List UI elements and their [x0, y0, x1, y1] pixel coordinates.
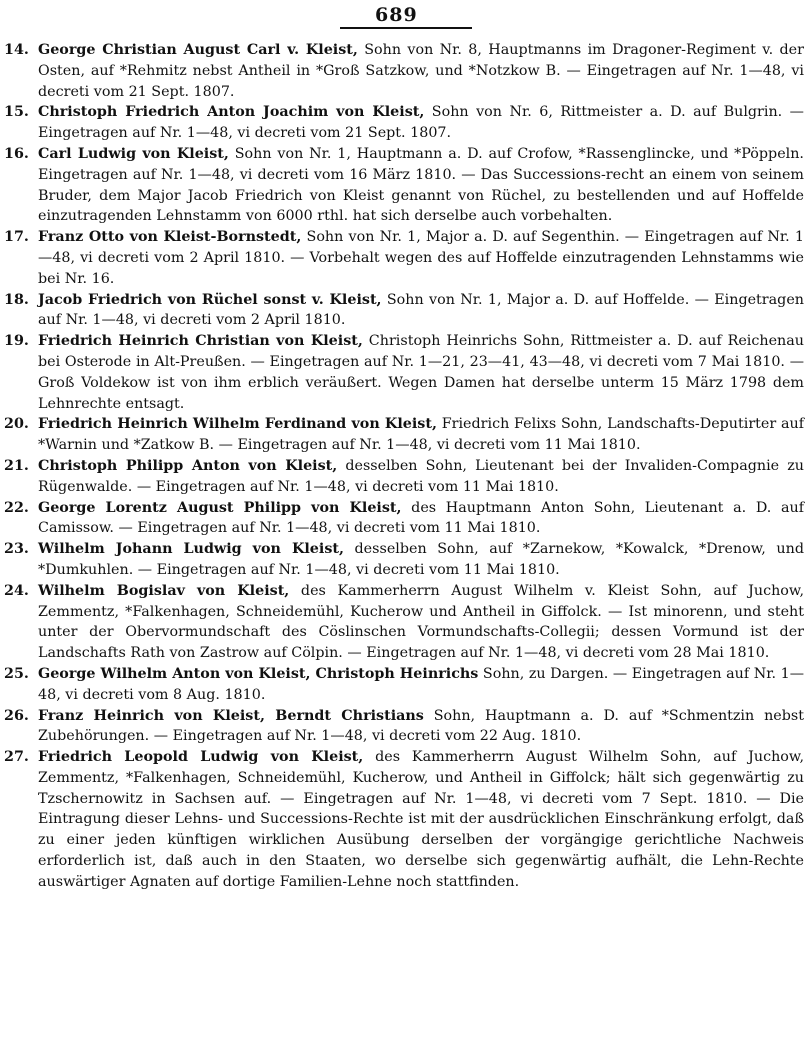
entry-text: Sohn von Nr. 8, Hauptmanns im Dragoner-Regiment v. der Osten, auf *Rehmitz nebst Antheil in *Groß Satzkow, und *Notzkow B. — Eingetragen auf Nr. 1—48, vi decreti vom 21 Sept. 1807. — [38, 42, 804, 100]
entry-number: 27. — [4, 749, 29, 766]
entry-text: Sohn, Hauptmann a. D. auf *Schmentzin nebst Zubehörungen. — Eingetragen auf Nr. 1—48, vi decreti vom 22 Aug. 1810. — [38, 707, 805, 745]
entry-text: Sohn von Nr. 1, Major a. D. auf Segenthin. — Eingetragen auf Nr. 1—48, vi decreti vom 2 April 1810. — Vorbehalt wegen des auf Hoffelde einzutragenden Lehnstamms wie bei Nr. 16. — [38, 229, 805, 287]
register-entry — [0, 290, 812, 332]
register-entry — [0, 456, 812, 498]
register-entry — [0, 227, 812, 289]
entry-number: 14. — [4, 42, 29, 58]
entry-text: des Kammerherrn August Wilhelm v. Kleist Sohn, auf Juchow, Zemmentz, *Falkenhagen, Schneidemühl, Kucherow und Antheil in Giffolck. — Ist minorenn, und steht unter der Obervormundschaft des Cöslinschen Vormundschafts-Collegii; dessen Vormund ist der Landschafts Rath von Zastrow auf Cölpin. — Eingetragen auf Nr. 1—48, vi decreti vom 28 Mai 1810. — [38, 582, 804, 662]
register-entry — [0, 581, 812, 664]
entry-name: Friedrich Heinrich Wilhelm Ferdinand von Kleist, — [38, 416, 437, 433]
entry-number: 16. — [4, 145, 29, 162]
page-number-rule — [340, 27, 472, 29]
register-entry — [0, 331, 812, 414]
register-entry — [0, 144, 812, 227]
entry-name: Friedrich Heinrich Christian von Kleist, — [38, 333, 363, 350]
entry-name: Wilhelm Bogislav von Kleist, — [38, 582, 290, 599]
register-entry — [0, 706, 812, 748]
register-entry — [0, 40, 812, 102]
entry-name: Christoph Friedrich Anton Joachim von Kleist, — [38, 104, 425, 121]
register-entry — [0, 539, 812, 581]
entry-text: des Kammerherrn August Wilhelm Sohn, auf Juchow, Zemmentz, *Falkenhagen, Schneidemühl, Kucherow, und Antheil in Giffolck; hält sich gegenwärtig zu Tzschernowitz in Sachsen auf. — Eingetragen auf Nr. 1—48, vi decreti vom 7 Sept. 1810. — Die Eintragung dieser Lehns- und Successions-Rechte ist mit der ausdrücklichen Einschränkung erfolgt, daß zu einer jeden künftigen wirklichen Ausübung derselben der vorgängige gerichtliche Nachweis erforderlich ist, daß auch in den Staaten, wo derselbe sich gegenwärtig aufhält, die Lehn-Rechte auswärtiger Agnaten auf dortige Familien-Lehne noch stattfinden. — [38, 749, 804, 890]
entry-number: 17. — [4, 229, 29, 246]
entry-number: 20. — [4, 416, 29, 433]
entry-text: Christoph Heinrichs Sohn, Rittmeister a. D. auf Reichenau bei Osterode in Alt-Preußen. — Eingetragen auf Nr. 1—21, 23—41, 43—48, vi decreti vom 7 Mai 1810. — Groß Voldekow ist von ihm erblich veräußert. Wegen Damen hat derselbe unterm 15 März 1798 dem Lehnrechte entsagt. — [38, 333, 804, 412]
entry-text: desselben Sohn, auf *Zarnekow, *Kowalck, *Drenow, und *Dumkuhlen. — Eingetragen auf Nr. 1—48, vi decreti vom 11 Mai 1810. — [38, 541, 804, 578]
entry-number: 21. — [4, 457, 29, 474]
entry-number: 15. — [4, 104, 29, 121]
entry-name: Franz Heinrich von Kleist, Berndt Christians — [38, 707, 424, 724]
register-entry — [0, 747, 812, 893]
entry-name: Wilhelm Johann Ludwig von Kleist, — [38, 541, 344, 558]
entry-text: Sohn von Nr. 6, Rittmeister a. D. auf Bulgrin. — Eingetragen auf Nr. 1—48, vi decreti vom 21 Sept. 1807. — [38, 104, 804, 142]
entry-name: Carl Ludwig von Kleist, — [38, 145, 229, 162]
register-entry — [0, 414, 812, 456]
register-entry — [0, 664, 812, 706]
entry-number: 26. — [4, 707, 29, 724]
entry-name: Friedrich Leopold Ludwig von Kleist, — [38, 749, 364, 766]
entry-text: des Hauptmann Anton Sohn, Lieutenant a. D. auf Camissow. — Eingetragen auf Nr. 1—48, vi decreti vom 11 Mai 1810. — [38, 499, 805, 537]
entry-name: Christoph Philipp Anton von Kleist, — [38, 457, 338, 474]
entry-name: Franz Otto von Kleist-Bornstedt, — [38, 229, 302, 246]
register-entries — [0, 40, 812, 893]
entry-name: George Lorentz August Philipp von Kleist, — [38, 499, 402, 516]
entry-number: 18. — [4, 291, 29, 308]
entry-text: Friedrich Felixs Sohn, Landschafts-Deputirter auf *Warnin und *Zatkow B. — Eingetragen auf Nr. 1—48, vi decreti vom 11 Mai 1810. — [38, 416, 805, 454]
register-entry — [0, 498, 812, 540]
entry-text: Sohn von Nr. 1, Major a. D. auf Hoffelde. — Eingetragen auf Nr. 1—48, vi decreti vom 2 April 1810. — [38, 291, 804, 329]
page-number: 689 — [375, 4, 418, 26]
entry-name: George Wilhelm Anton von Kleist, Christoph Heinrichs — [38, 665, 479, 682]
entry-number: 19. — [4, 333, 29, 350]
entry-name: Jacob Friedrich von Rüchel sonst v. Kleist, — [38, 291, 382, 308]
register-entry — [0, 102, 812, 144]
entry-number: 23. — [4, 541, 29, 558]
entry-text: Sohn von Nr. 1, Hauptmann a. D. auf Crofow, *Rassenglincke, und *Pöppeln. Eingetragen auf Nr. 1—48, vi decreti vom 16 März 1810. — Das Successions-recht an einem von seinem Bruder, dem Major Jacob Friedrich von Kleist genannt von Rüchel, zu bestellenden und auf Hoffelde einzutragenden Lehnstamm von 6000 rthl. hat sich derselbe auch vorbehalten. — [38, 145, 804, 225]
entry-name: George Christian August Carl v. Kleist, — [38, 42, 358, 58]
entry-text: Sohn, zu Dargen. — Eingetragen auf Nr. 1—48, vi decreti vom 8 Aug. 1810. — [38, 665, 804, 703]
entry-text: desselben Sohn, Lieutenant bei der Invaliden-Compagnie zu Rügenwalde. — Eingetragen auf Nr. 1—48, vi decreti vom 11 Mai 1810. — [38, 457, 804, 495]
entry-number: 22. — [4, 499, 29, 516]
entry-number: 24. — [4, 582, 29, 599]
page-header — [0, 0, 812, 34]
entry-number: 25. — [4, 665, 29, 682]
